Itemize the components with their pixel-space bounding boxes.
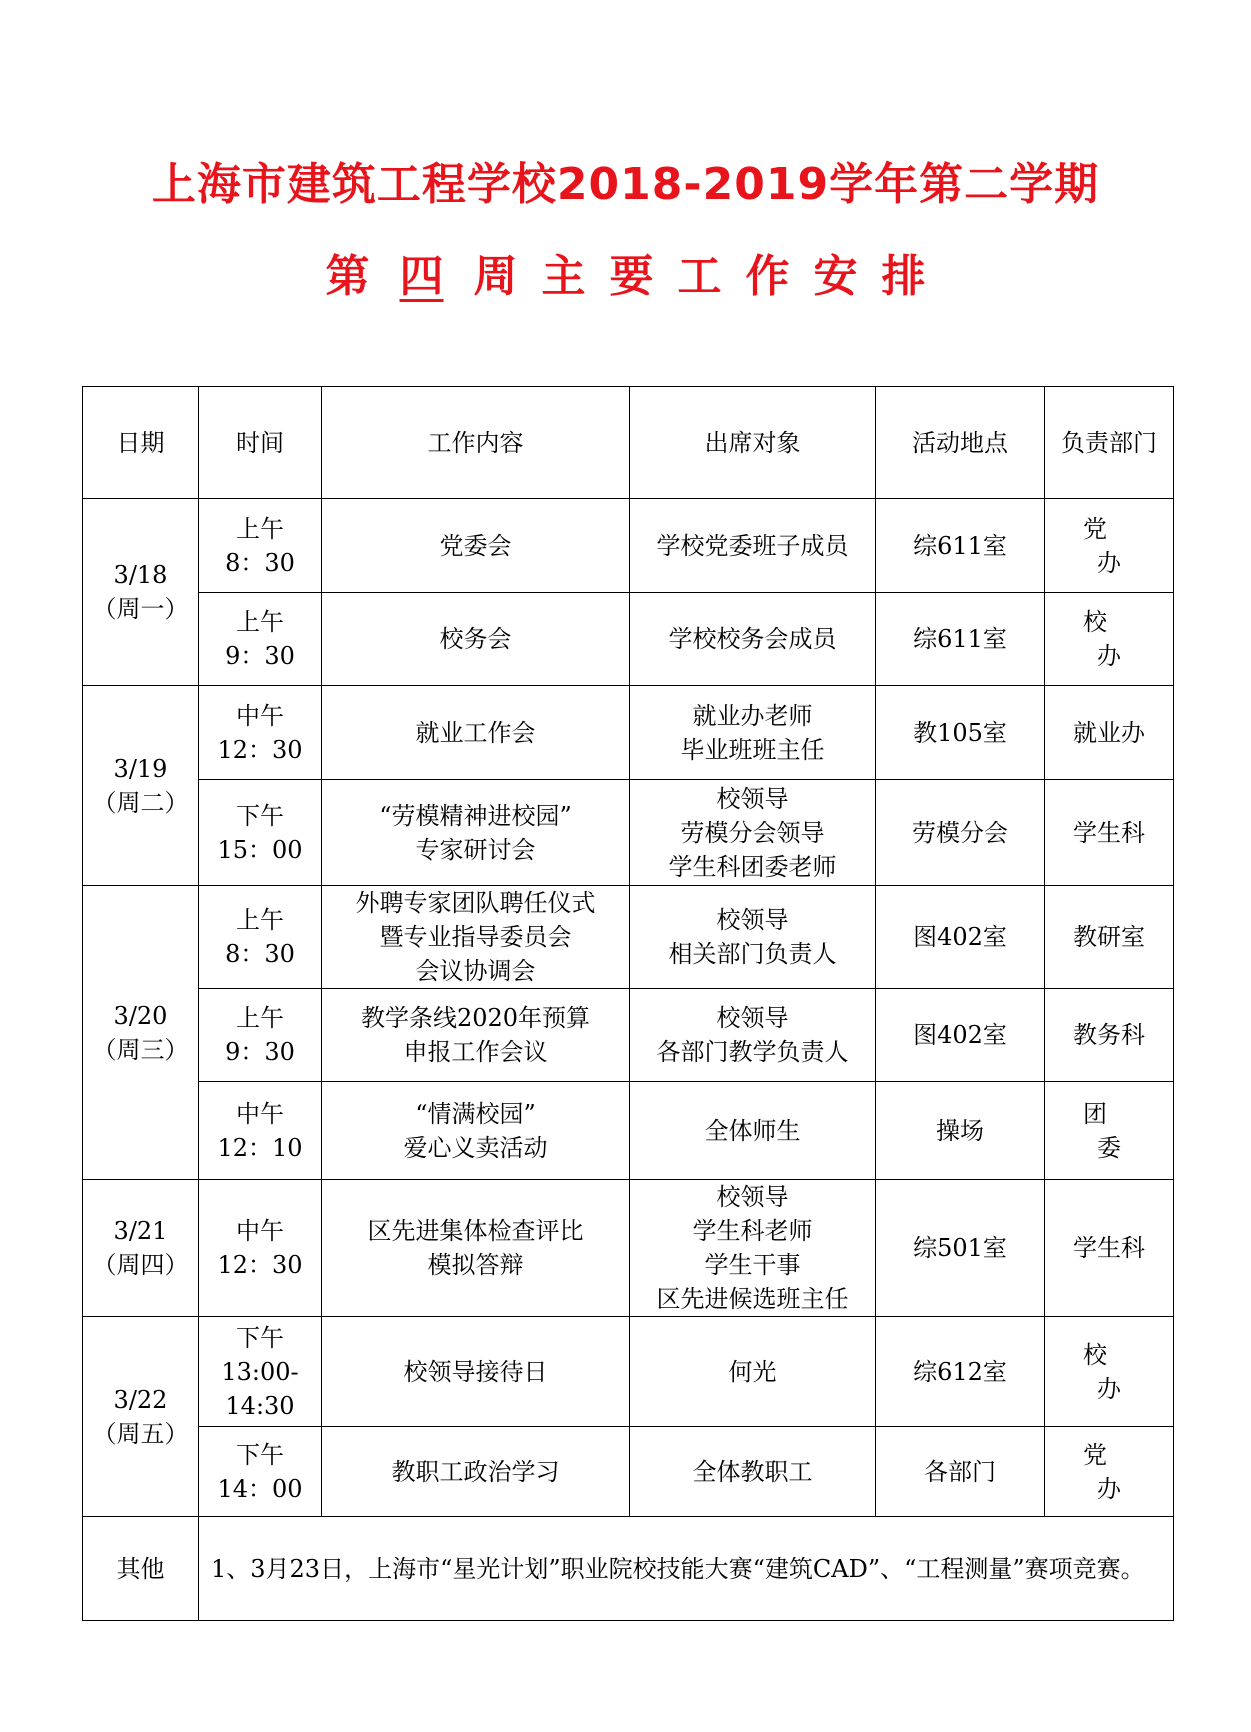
table-row <box>83 593 1174 686</box>
header-attendees: 出席对象 <box>630 387 876 499</box>
subtitle-week-number: 四 <box>399 251 444 302</box>
location-cell: 综611室 <box>876 593 1045 686</box>
content-cell: “劳模精神进校园” 专家研讨会 <box>322 780 630 886</box>
dept-cell: 学生科 <box>1045 1180 1174 1317</box>
subtitle-char: 要 <box>609 251 654 302</box>
date-cell: 3/22 （周五） <box>83 1317 199 1517</box>
attendees-cell: 学校党委班子成员 <box>630 499 876 593</box>
page-title: 上海市建筑工程学校2018-2019学年第二学期 <box>151 159 1100 210</box>
attendees-cell: 校领导 学生科老师 学生干事 区先进候选班主任 <box>630 1180 876 1317</box>
time-cell: 中午 12：10 <box>199 1082 322 1180</box>
table-row <box>83 499 1174 593</box>
dept-cell: 教研室 <box>1045 886 1174 989</box>
schedule-table <box>82 386 1174 1621</box>
subtitle-char: 主 <box>541 251 586 302</box>
content-cell: 党委会 <box>322 499 630 593</box>
dept-cell: 教务科 <box>1045 989 1174 1082</box>
time-cell: 上午 8：30 <box>199 499 322 593</box>
attendees-cell: 何光 <box>630 1317 876 1427</box>
time-cell: 上午 9：30 <box>199 989 322 1082</box>
other-label: 其他 <box>83 1517 199 1621</box>
table-row <box>83 886 1174 989</box>
content-cell: “情满校园” 爱心义卖活动 <box>322 1082 630 1180</box>
time-cell: 下午 13:00- 14:30 <box>199 1317 322 1427</box>
header-location: 活动地点 <box>876 387 1045 499</box>
location-cell: 图402室 <box>876 989 1045 1082</box>
table-row <box>83 1317 1174 1427</box>
content-cell: 区先进集体检查评比 模拟答辩 <box>322 1180 630 1317</box>
time-cell: 下午 15：00 <box>199 780 322 886</box>
table-row-other <box>83 1517 1174 1621</box>
attendees-cell: 全体师生 <box>630 1082 876 1180</box>
header-dept: 负责部门 <box>1045 387 1174 499</box>
time-cell: 下午 14：00 <box>199 1427 322 1517</box>
dept-cell: 党 办 <box>1045 1427 1174 1517</box>
location-cell: 图402室 <box>876 886 1045 989</box>
table-row <box>83 686 1174 780</box>
dept-cell: 校 办 <box>1045 593 1174 686</box>
table-row <box>83 989 1174 1082</box>
dept-cell: 党 办 <box>1045 499 1174 593</box>
content-cell: 校务会 <box>322 593 630 686</box>
dept-cell: 校 办 <box>1045 1317 1174 1427</box>
time-cell: 上午 8：30 <box>199 886 322 989</box>
location-cell: 操场 <box>876 1082 1045 1180</box>
attendees-cell: 校领导 劳模分会领导 学生科团委老师 <box>630 780 876 886</box>
dept-cell: 学生科 <box>1045 780 1174 886</box>
content-cell: 教职工政治学习 <box>322 1427 630 1517</box>
location-cell: 劳模分会 <box>876 780 1045 886</box>
location-cell: 各部门 <box>876 1427 1045 1517</box>
attendees-cell: 校领导 各部门教学负责人 <box>630 989 876 1082</box>
location-cell: 教105室 <box>876 686 1045 780</box>
dept-cell: 团 委 <box>1045 1082 1174 1180</box>
table-row <box>83 1082 1174 1180</box>
date-cell: 3/20 （周三） <box>83 886 199 1180</box>
attendees-cell: 全体教职工 <box>630 1427 876 1517</box>
subtitle-char: 周 <box>473 251 518 302</box>
content-cell: 校领导接待日 <box>322 1317 630 1427</box>
subtitle-prefix: 第 <box>325 251 370 302</box>
subtitle-char: 排 <box>881 251 926 302</box>
content-cell: 外聘专家团队聘任仪式 暨专业指导委员会 会议协调会 <box>322 886 630 989</box>
location-cell: 综611室 <box>876 499 1045 593</box>
date-cell: 3/19 （周二） <box>83 686 199 886</box>
location-cell: 综612室 <box>876 1317 1045 1427</box>
dept-cell: 就业办 <box>1045 686 1174 780</box>
attendees-cell: 校领导 相关部门负责人 <box>630 886 876 989</box>
table-header-row <box>83 387 1174 499</box>
time-cell: 上午 9：30 <box>199 593 322 686</box>
content-cell: 教学条线2020年预算 申报工作会议 <box>322 989 630 1082</box>
time-cell: 中午 12：30 <box>199 686 322 780</box>
subtitle-char: 安 <box>813 251 858 302</box>
date-cell: 3/21 （周四） <box>83 1180 199 1317</box>
attendees-cell: 学校校务会成员 <box>630 593 876 686</box>
page-subtitle <box>0 240 1251 304</box>
header-content: 工作内容 <box>322 387 630 499</box>
table-row <box>83 780 1174 886</box>
table-row <box>83 1427 1174 1517</box>
subtitle-char: 作 <box>745 251 790 302</box>
time-cell: 中午 12：30 <box>199 1180 322 1317</box>
header-date: 日期 <box>83 387 199 499</box>
header-time: 时间 <box>199 387 322 499</box>
location-cell: 综501室 <box>876 1180 1045 1317</box>
table-row <box>83 1180 1174 1317</box>
attendees-cell: 就业办老师 毕业班班主任 <box>630 686 876 780</box>
subtitle-char: 工 <box>677 251 722 302</box>
content-cell: 就业工作会 <box>322 686 630 780</box>
other-text: 1、3月23日，上海市“星光计划”职业院校技能大赛“建筑CAD”、“工程测量”赛项竞赛。 <box>199 1517 1174 1621</box>
date-cell: 3/18 （周一） <box>83 499 199 686</box>
